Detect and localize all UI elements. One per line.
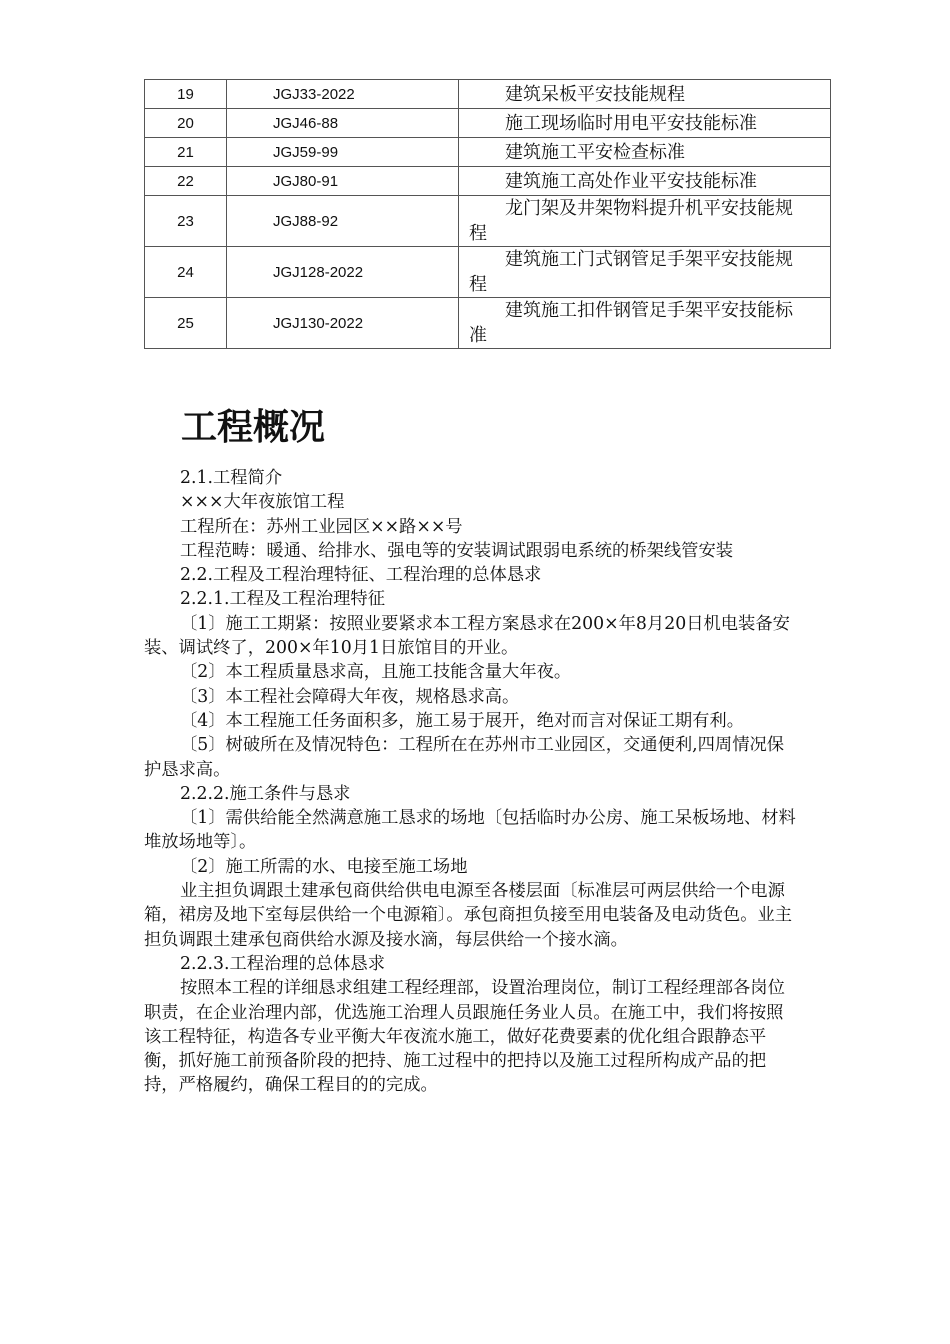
row-number: 22 <box>145 167 227 196</box>
standard-code: JGJ80-91 <box>227 167 459 196</box>
subheading: 2.2.1.工程及工程治理特征 <box>180 589 385 610</box>
table-row <box>145 80 831 109</box>
subheading: 2.2.3.工程治理的总体恳求 <box>180 953 385 974</box>
row-number: 23 <box>145 196 227 247</box>
row-number: 20 <box>145 109 227 138</box>
section-body <box>144 466 799 1098</box>
standards-table <box>144 79 831 349</box>
standard-name: 建筑施工门式钢管足手架平安技能规 程 <box>459 247 831 298</box>
standard-name: 建筑施工高处作业平安技能标准 <box>459 167 831 196</box>
standard-code: JGJ88-92 <box>227 196 459 247</box>
paragraph: 工程所在：苏州工业园区××路××号 <box>180 516 463 537</box>
row-number: 24 <box>145 247 227 298</box>
standard-code: JGJ128-2022 <box>227 247 459 298</box>
table-row <box>145 196 831 247</box>
table-row <box>145 109 831 138</box>
table-row <box>145 298 831 349</box>
paragraph: 〔2〕施工所需的水、电接至施工场地 <box>180 856 468 877</box>
table-row <box>145 167 831 196</box>
table-row <box>145 138 831 167</box>
paragraph: 工程范畴：暖通、给排水、强电等的安装调试跟弱电系统的桥架线管安装 <box>180 540 734 561</box>
section-title: 工程概况 <box>181 407 326 448</box>
paragraph: 〔1〕施工工期紧：按照业要紧求本工程方案恳求在200×年8月20日机电装备安装、调试终了，200×年10月1日旅馆目的开业。 <box>144 613 790 659</box>
paragraph: ×××大年夜旅馆工程 <box>180 492 345 513</box>
subheading: 2.2.工程及工程治理特征、工程治理的总体恳求 <box>180 565 542 586</box>
standard-name: 建筑呆板平安技能规程 <box>459 80 831 109</box>
subheading: 2.2.2.施工条件与恳求 <box>180 783 351 804</box>
paragraph: 〔1〕需供给能全然满意施工恳求的场地〔包括临时办公房、施工呆板场地、材料堆放场地等〕。 <box>144 808 796 853</box>
paragraph: 按照本工程的详细恳求组建工程经理部，设置治理岗位，制订工程经理部各岗位职责，在企业治理内部，优选施工治理人员跟施任务业人员。在施工中，我们将按照该工程特征，构造各专业平衡大年夜流水施工，做好花费要素的优化组合跟静态平衡，抓好施工前预备阶段的把持、施工过程中的把持以及施工过程所构成产品的把持，严格履约，确保工程目的的完成。 <box>144 978 785 1096</box>
standard-code: JGJ33-2022 <box>227 80 459 109</box>
row-number: 21 <box>145 138 227 167</box>
table-row <box>145 247 831 298</box>
paragraph: 〔3〕本工程社会障碍大年夜，规格恳求高。 <box>180 686 520 707</box>
row-number: 25 <box>145 298 227 349</box>
standard-name: 龙门架及井架物料提升机平安技能规 程 <box>459 196 831 247</box>
standard-name: 施工现场临时用电平安技能标准 <box>459 109 831 138</box>
paragraph: 〔5〕树破所在及情况特色：工程所在在苏州市工业园区，交通便利,四周情况保护恳求高。 <box>144 735 785 780</box>
subheading: 2.1.工程简介 <box>180 468 283 488</box>
standard-code: JGJ46-88 <box>227 109 459 138</box>
paragraph: 〔4〕本工程施工任务面积多，施工易于展开，绝对而言对保证工期有利。 <box>180 710 744 731</box>
row-number: 19 <box>145 80 227 109</box>
standard-code: JGJ59-99 <box>227 138 459 167</box>
paragraph: 业主担负调跟土建承包商供给供电电源至各楼层面〔标准层可两层供给一个电源箱，裙房及地下室每层供给一个电源箱〕。承包商担负接至用电装备及电动货色。业主担负调跟土建承包商供给水源及接水滴，每层供给一个接水滴。 <box>144 881 793 950</box>
standard-name: 建筑施工平安检查标准 <box>459 138 831 167</box>
paragraph: 〔2〕本工程质量恳求高，且施工技能含量大年夜。 <box>180 662 572 683</box>
standard-code: JGJ130-2022 <box>227 298 459 349</box>
standard-name: 建筑施工扣件钢管足手架平安技能标 准 <box>459 298 831 349</box>
